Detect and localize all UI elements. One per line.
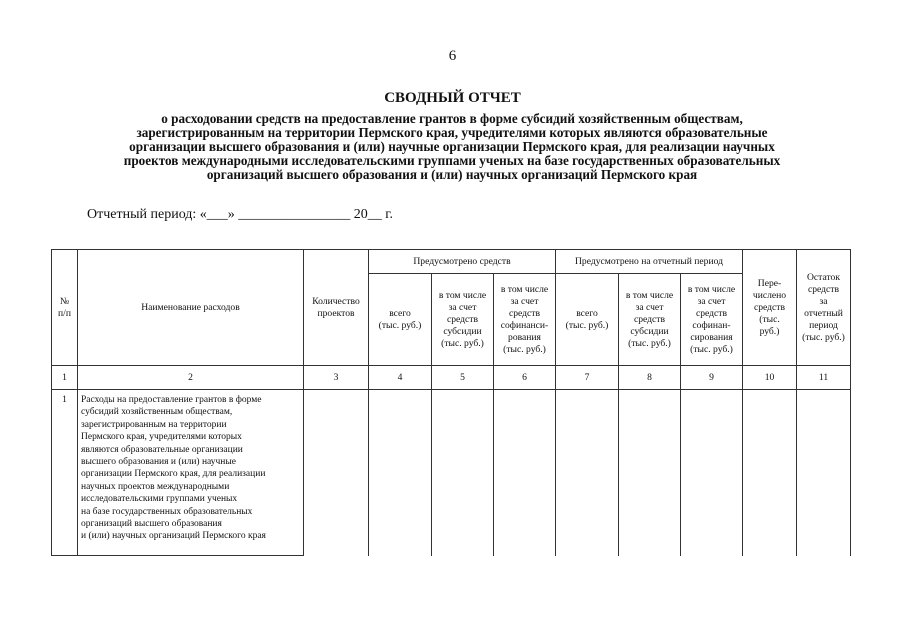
header-text: за счет bbox=[697, 295, 726, 307]
header-text: проектов bbox=[317, 307, 355, 319]
cell-subsidy-planned bbox=[432, 390, 494, 556]
header-subsidy-planned bbox=[432, 274, 494, 366]
header-text: в том числе bbox=[438, 289, 487, 301]
subtitle-line: организации высшего образования и (или) научные организации Пермского края, для реализации научных bbox=[129, 139, 775, 154]
header-project-count bbox=[304, 250, 369, 366]
header-text: (тыс. руб.) bbox=[802, 331, 845, 343]
page-number: 6 bbox=[448, 48, 457, 64]
row-description-line: научных проектов международными bbox=[81, 481, 230, 492]
cell-cofinancing-planned bbox=[494, 390, 556, 556]
row-description-line: зарегистрированным на территории bbox=[81, 419, 227, 430]
header-text: софинан- bbox=[692, 319, 731, 331]
subtitle-line: зарегистрированным на территории Пермского края, учредителями которых являются образовательные bbox=[136, 125, 768, 140]
header-remainder bbox=[797, 250, 851, 366]
header-subsidy-period bbox=[619, 274, 681, 366]
header-text: (тыс. bbox=[759, 313, 780, 325]
report-subtitle bbox=[66, 112, 838, 182]
header-text: в том числе bbox=[687, 283, 736, 295]
header-text: всего bbox=[576, 307, 598, 319]
header-text: сирования bbox=[690, 331, 733, 343]
column-number: 9 bbox=[681, 366, 743, 390]
header-text: за счет bbox=[448, 301, 477, 313]
cell-cofinancing-period bbox=[681, 390, 743, 556]
header-text: числено bbox=[752, 289, 787, 301]
header-text: субсидии bbox=[443, 325, 482, 337]
header-text: средств bbox=[633, 313, 666, 325]
header-text: средств bbox=[753, 301, 786, 313]
header-text: за счет bbox=[510, 295, 539, 307]
report-table bbox=[51, 249, 851, 556]
header-text: в том числе bbox=[500, 283, 549, 295]
header-text: средств bbox=[695, 307, 728, 319]
header-text: (тыс. руб.) bbox=[628, 337, 671, 349]
header-text: период bbox=[809, 319, 838, 331]
header-cofinancing-period bbox=[681, 274, 743, 366]
header-text: п/п bbox=[58, 307, 71, 319]
header-num bbox=[52, 250, 78, 366]
column-number-row bbox=[52, 366, 851, 390]
header-group-period: Предусмотрено на отчетный период bbox=[556, 250, 743, 274]
header-text: субсидии bbox=[630, 325, 669, 337]
header-text: рования bbox=[508, 331, 541, 343]
row-description-line: и (или) научных организаций Пермского края bbox=[81, 531, 266, 542]
header-text: в том числе bbox=[625, 289, 674, 301]
header-total-planned bbox=[369, 274, 432, 366]
header-text: Количество bbox=[312, 295, 360, 307]
report-title: СВОДНЫЙ ОТЧЕТ bbox=[384, 90, 521, 106]
header-total-period bbox=[556, 274, 619, 366]
row-description bbox=[78, 390, 304, 556]
column-number: 6 bbox=[494, 366, 556, 390]
header-text: № bbox=[59, 295, 70, 307]
header-text: руб.) bbox=[759, 325, 780, 337]
row-description-line: субсидий хозяйственным обществам, bbox=[81, 407, 233, 418]
row-description-line: высшего образования и (или) научные bbox=[81, 457, 236, 468]
subtitle-line: организаций высшего образования и (или) научных организаций Пермского края bbox=[206, 167, 698, 182]
header-text: за счет bbox=[635, 301, 664, 313]
table-row bbox=[52, 390, 851, 556]
row-description-line: исследовательскими группами ученых bbox=[81, 494, 238, 505]
header-cofinancing-planned bbox=[494, 274, 556, 366]
cell-total-planned bbox=[369, 390, 432, 556]
header-text: всего bbox=[389, 307, 411, 319]
column-number: 2 bbox=[78, 366, 304, 390]
cell-subsidy-period bbox=[619, 390, 681, 556]
cell-project-count bbox=[304, 390, 369, 556]
header-transferred bbox=[743, 250, 797, 366]
header-group-planned: Предусмотрено средств bbox=[369, 250, 556, 274]
column-number: 5 bbox=[432, 366, 494, 390]
reporting-period: Отчетный период: «___» ________________ 20__ г. bbox=[87, 207, 393, 222]
subtitle-line: проектов международными исследовательскими группами ученых на базе государственных образовательных bbox=[123, 153, 781, 168]
subtitle-line: о расходовании средств на предоставление грантов в форме субсидий хозяйственным обществам, bbox=[161, 111, 743, 126]
header-text: средств bbox=[446, 313, 479, 325]
header-text: софинанси- bbox=[500, 319, 549, 331]
row-description-line: организаций высшего образования bbox=[81, 519, 222, 530]
cell-total-period bbox=[556, 390, 619, 556]
header-text: за отчетный bbox=[804, 295, 843, 319]
row-number: 1 bbox=[52, 390, 78, 556]
header-text: (тыс. руб.) bbox=[441, 337, 484, 349]
header-text: (тыс. руб.) bbox=[690, 343, 733, 355]
column-number: 7 bbox=[556, 366, 619, 390]
header-name: Наименование расходов bbox=[78, 250, 304, 366]
column-number: 8 bbox=[619, 366, 681, 390]
cell-remainder bbox=[797, 390, 851, 556]
header-text: средств bbox=[807, 283, 840, 295]
header-text: средств bbox=[508, 307, 541, 319]
column-number: 3 bbox=[304, 366, 369, 390]
cell-transferred bbox=[743, 390, 797, 556]
column-number: 1 bbox=[52, 366, 78, 390]
row-description-line: Пермского края, учредителями которых bbox=[81, 432, 242, 443]
column-number: 4 bbox=[369, 366, 432, 390]
header-text: (тыс. руб.) bbox=[378, 319, 422, 331]
column-number: 10 bbox=[743, 366, 797, 390]
header-text: Остаток bbox=[806, 271, 841, 283]
header-text: (тыс. руб.) bbox=[565, 319, 609, 331]
header-text: Пере- bbox=[757, 277, 782, 289]
row-description-line: являются образовательные организации bbox=[81, 444, 243, 455]
row-description-line: на базе государственных образовательных bbox=[81, 506, 253, 517]
row-description-line: Расходы на предоставление грантов в форме bbox=[81, 395, 262, 405]
column-number: 11 bbox=[797, 366, 851, 390]
header-text: (тыс. руб.) bbox=[503, 343, 546, 355]
row-description-line: организации Пермского края, для реализации bbox=[81, 469, 266, 480]
header-row-1 bbox=[52, 250, 851, 274]
